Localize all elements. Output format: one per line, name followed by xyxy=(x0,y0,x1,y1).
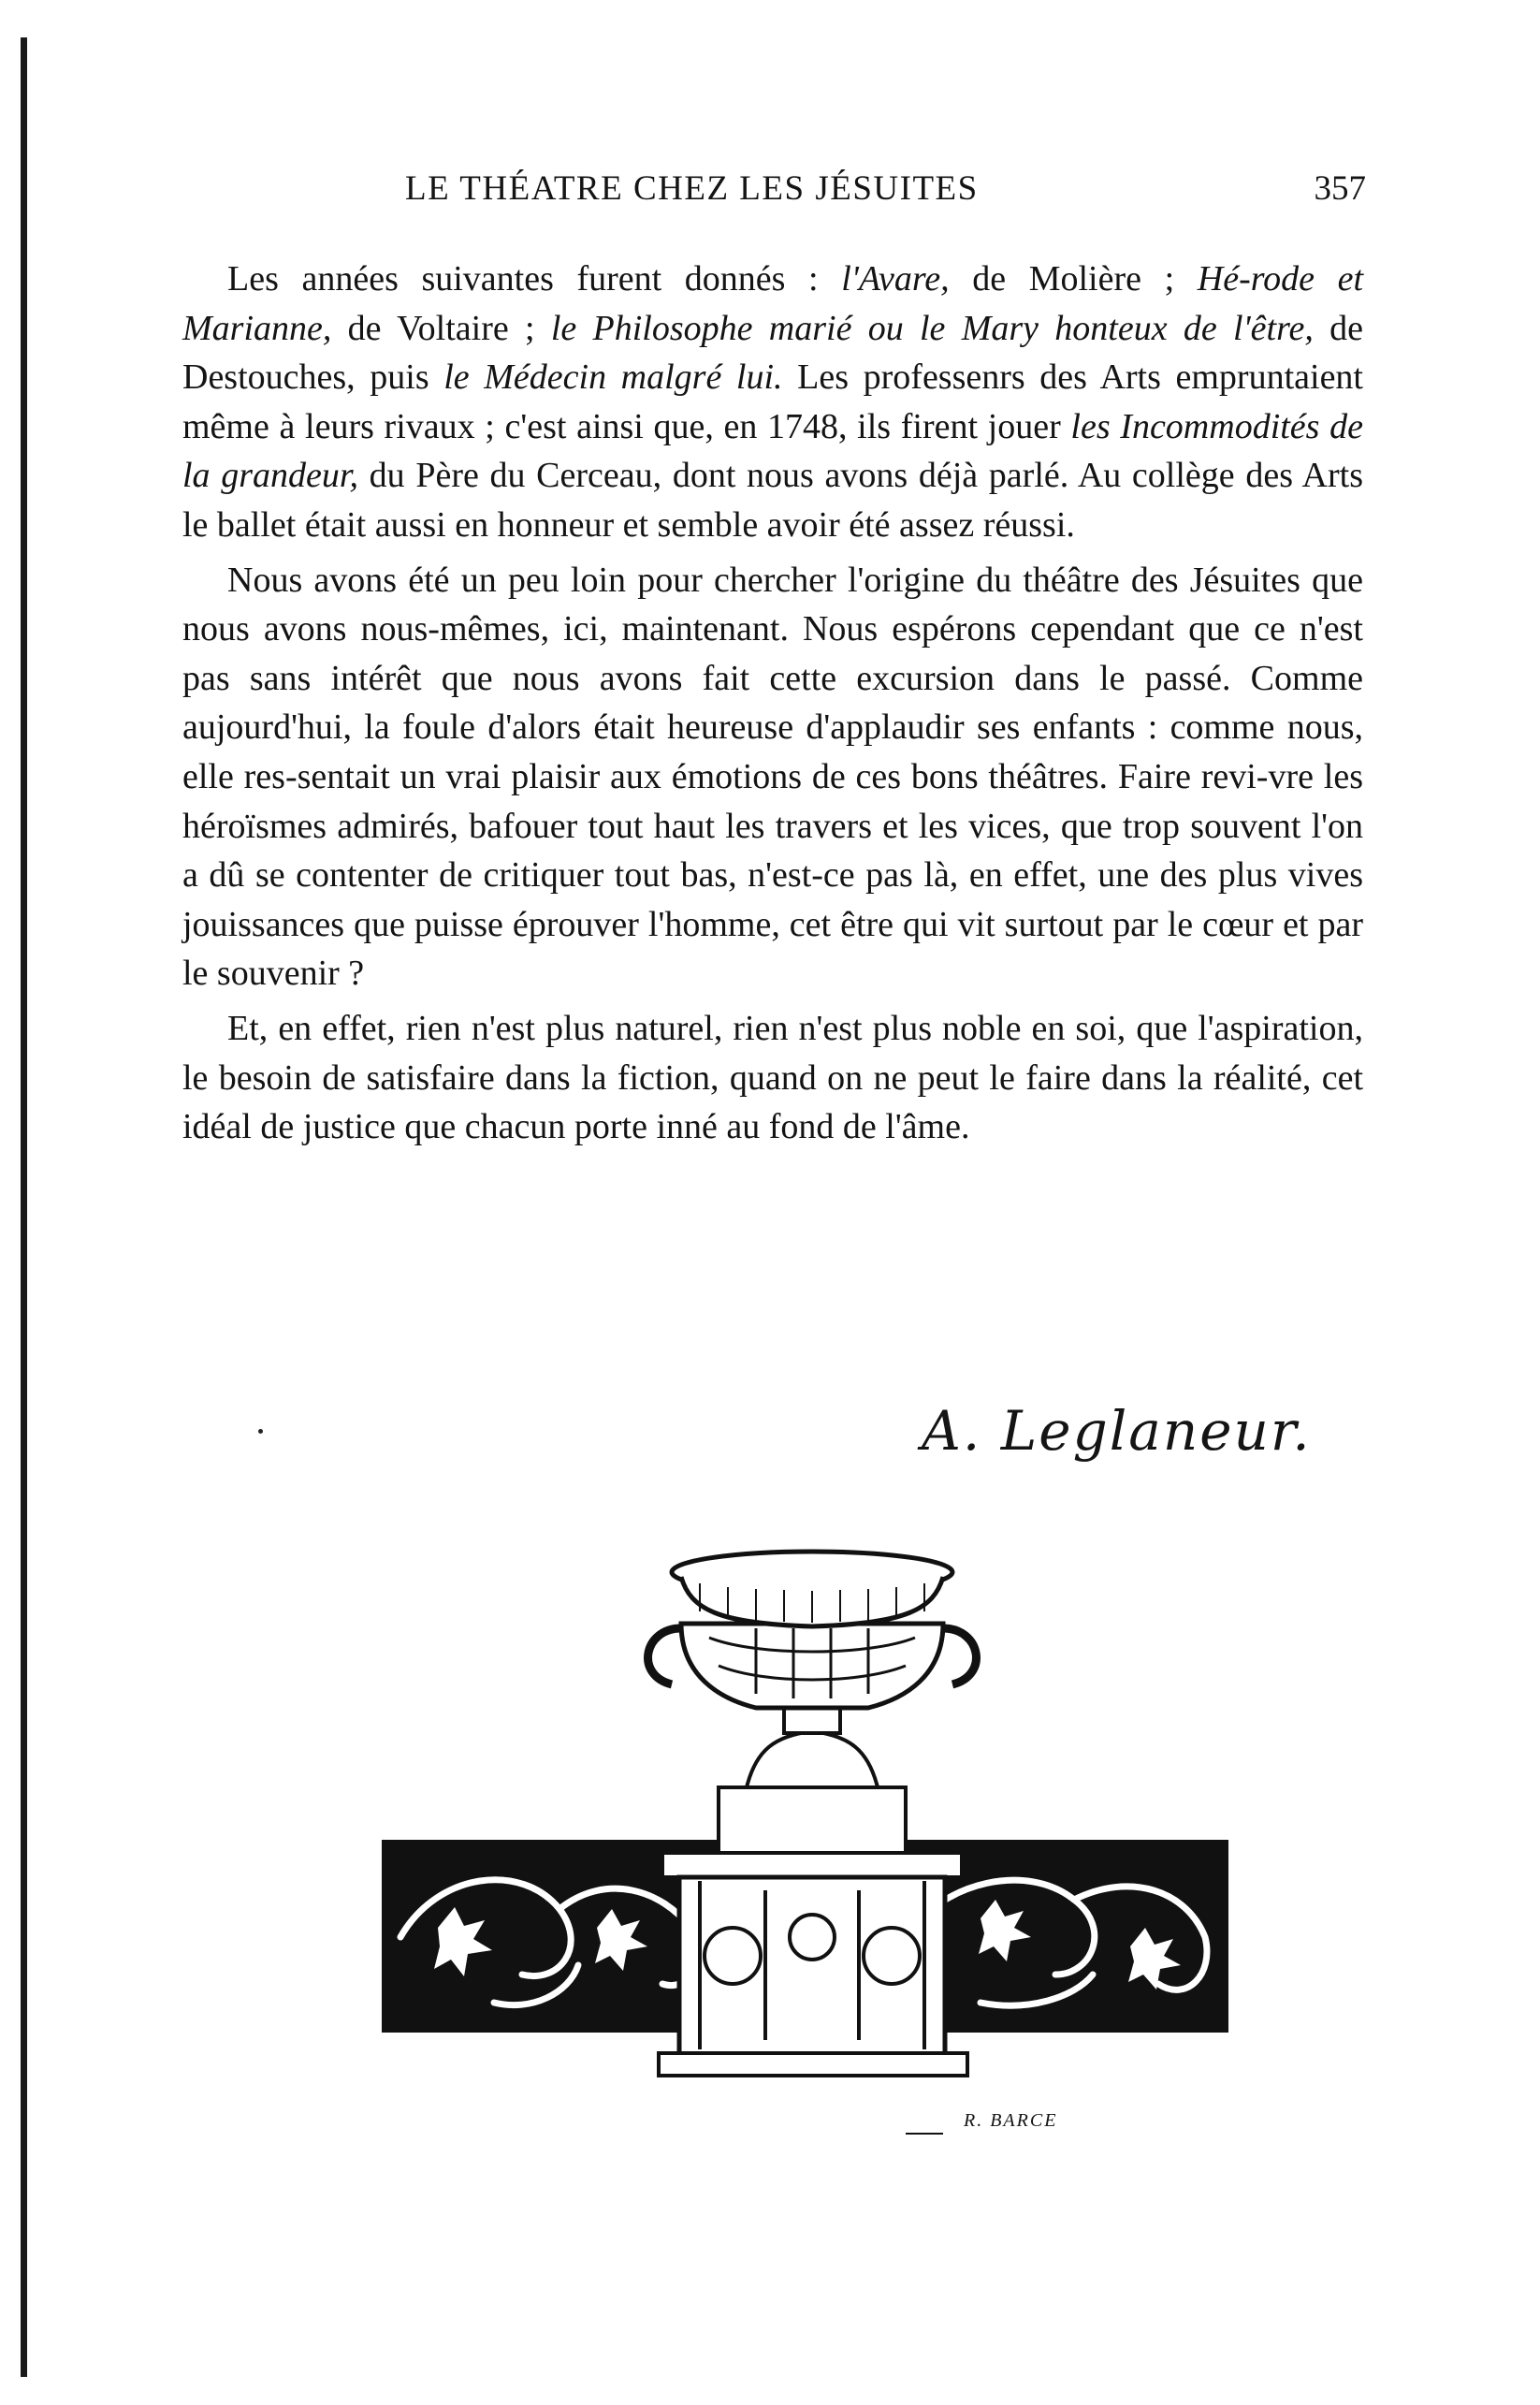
ink-speck xyxy=(258,1429,263,1434)
artist-signature: R. BARCE xyxy=(964,2110,1058,2131)
page-edge-rule xyxy=(21,37,27,2377)
page-number: 357 xyxy=(1314,169,1366,208)
body-text xyxy=(182,255,1363,1152)
p1-text-3: de Voltaire ; xyxy=(331,308,551,348)
vase-ornament-icon xyxy=(382,1535,1228,2143)
p1-text-6: du Père du Cerceau, dont nous avons déjà parlé. Au collège des Arts le ballet était aussi en honneur et semble avoir été assez réussi. xyxy=(182,456,1363,545)
paragraph-1 xyxy=(182,255,1363,550)
p1-text-1: Les années suivantes furent donnés : xyxy=(227,259,842,299)
p1-title-medecin: le Médecin malgré lui. xyxy=(443,357,783,398)
p1-title-philosophe: le Philosophe marié ou le Mary honteux de l'être, xyxy=(550,308,1314,348)
running-title: LE THÉATRE CHEZ LES JÉSUITES xyxy=(405,169,979,208)
p1-text-4: de Destouches, puis xyxy=(182,308,1363,398)
author-signature: A. Leglaneur. xyxy=(922,1399,1312,1463)
p1-text-5: Les professenrs des Arts empruntaient même à leurs rivaux ; c'est ainsi que, en 1748, ils firent jouer xyxy=(182,357,1363,446)
paragraph-3: Et, en effet, rien n'est plus naturel, rien n'est plus noble en soi, que l'aspiration, le besoin de satisfaire dans la fiction, quand on ne peut le faire dans la réalité, cet idéal de justice que chacun porte inné au fond de l'âme. xyxy=(182,1008,1363,1147)
paragraph-2: Nous avons été un peu loin pour chercher l'origine du théâtre des Jésuites que nous avons nous-mêmes, ici, maintenant. Nous espérons cependant que ce n'est pas sans intérêt que nous avons fait cette excursion dans le passé. Comme aujourd'hui, la foule d'alors était heureuse d'applaudir ses enfants : comme nous, elle res-sentait un vrai plaisir aux émotions de ces bons théâtres. Faire revi-vre les héroïsmes admirés, bafouer tout haut les travers et les vices, que trop souvent l'on a dû se contenter de critiquer tout bas, n'est-ce pas là, en effet, une des plus vives jouissances que puisse éprouver l'homme, cet être qui vit surtout par le cœur et par le souvenir ? xyxy=(182,560,1363,994)
p1-title-avare: l'Avare, xyxy=(841,259,950,299)
p1-text-2: de Molière ; xyxy=(949,259,1198,299)
p1-title-incommodites: les Incommodités de la grandeur, xyxy=(182,406,1363,496)
page-header xyxy=(187,168,1366,225)
p1-title-herode: Hé-rode et Marianne, xyxy=(182,259,1363,348)
